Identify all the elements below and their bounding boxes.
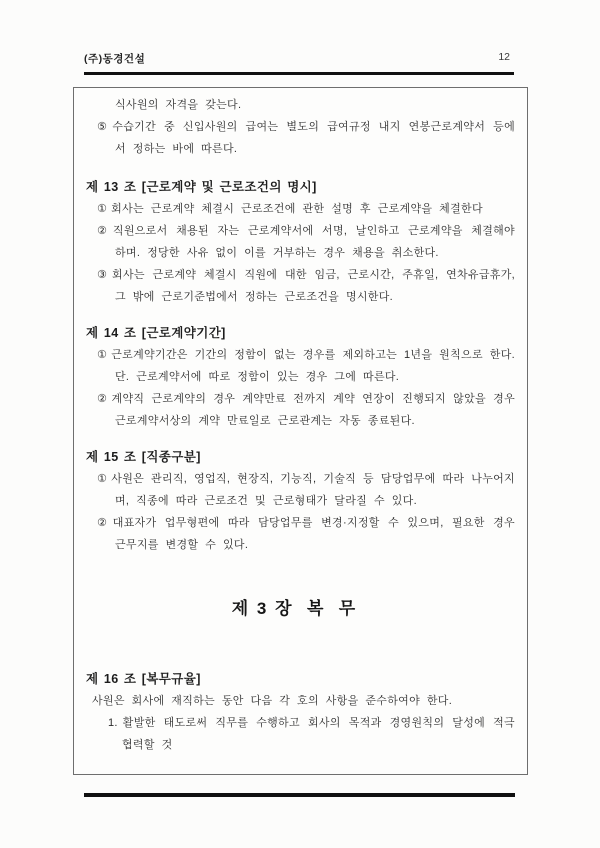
chapter-3-heading: 제 3 장 복 무 (231, 599, 358, 618)
clause-marker: ② (97, 225, 109, 237)
article-14 (74, 322, 515, 432)
footer-rule (84, 793, 515, 797)
article-15 (74, 446, 515, 556)
content-box (73, 87, 528, 775)
clause-text: 회사는 근로계약 체결시 근로조건에 관한 설명 후 근로계약을 체결한다 (111, 203, 483, 215)
clause-marker: ③ (97, 269, 109, 281)
article-16-title: 제 16 조 [복무규율] (86, 672, 201, 686)
clause-text: 계약직 근로계약의 경우 계약만료 전까지 계약 연장이 진행되지 않았을 경우 근로계약서상의 계약 만료일로 근로관계는 자동 종료된다. (111, 393, 515, 427)
clause-item (74, 512, 515, 556)
clause-marker: ② (97, 393, 108, 405)
clause-item-5 (74, 116, 515, 160)
company-name: (주)동경건설 (84, 53, 146, 65)
article-14-title: 제 14 조 [근로계약기간] (86, 326, 226, 340)
clause-marker: ② (97, 517, 109, 529)
clause-text: 근로계약기간은 기간의 정함이 없는 경우를 제외하고는 1년을 원칙으로 한다. 단. 근로계약서에 따로 정함이 있는 경우 그에 따른다. (111, 349, 515, 383)
clause-item (74, 198, 515, 220)
clause-marker: ① (97, 203, 108, 215)
subclause-marker: 1. (108, 717, 118, 729)
clause-marker: ① (97, 349, 108, 361)
subclause-item (74, 712, 515, 756)
clause-text: 수습기간 중 신입사원의 급여는 별도의 급여규정 내지 연봉근로계약서 등에서 정하는 바에 따른다. (112, 121, 515, 155)
clause-item (74, 264, 515, 308)
article-13-title: 제 13 조 [근로계약 및 근로조건의 명시] (86, 180, 317, 194)
page-number: 12 (498, 51, 510, 63)
clause-text: 대표자가 업무형편에 따라 담당업무를 변경·지정할 수 있으며, 필요한 경우 근무지를 변경할 수 있다. (112, 517, 515, 551)
clause-text: 회사는 근로계약 체결시 직원에 대한 임금, 근로시간, 주휴일, 연차유급휴가, 그 밖에 근로기준법에서 정하는 근로조건을 명시한다. (112, 269, 515, 303)
article-16-intro: 사원은 회사에 재직하는 동안 다음 각 호의 사항을 준수하여야 한다. (92, 695, 453, 707)
subclause-text: 활발한 태도로써 직무를 수행하고 회사의 목적과 경영원칙의 달성에 적극 협력할 것 (122, 717, 515, 751)
clause-marker: ⑤ (97, 121, 109, 133)
article-15-title: 제 15 조 [직종구분] (86, 450, 201, 464)
clause-item (74, 388, 515, 432)
header-rule (84, 72, 514, 75)
article-13 (74, 176, 515, 308)
clause-item (74, 344, 515, 388)
article-16 (74, 668, 515, 756)
clause-item (74, 468, 515, 512)
continuation-line: 식사원의 자격을 갖는다. (115, 99, 242, 111)
clause-item (74, 220, 515, 264)
clause-text: 직원으로서 채용된 자는 근로계약서에 서명, 날인하고 근로계약을 체결해야 하며. 정당한 사유 없이 이를 거부하는 경우 채용을 취소한다. (112, 225, 515, 259)
clause-text: 사원은 관리직, 영업직, 현장직, 기능직, 기술직 등 담당업무에 따라 나누어지며, 직종에 따라 근로조건 및 근로형태가 달라질 수 있다. (111, 473, 515, 507)
clause-marker: ① (97, 473, 108, 485)
